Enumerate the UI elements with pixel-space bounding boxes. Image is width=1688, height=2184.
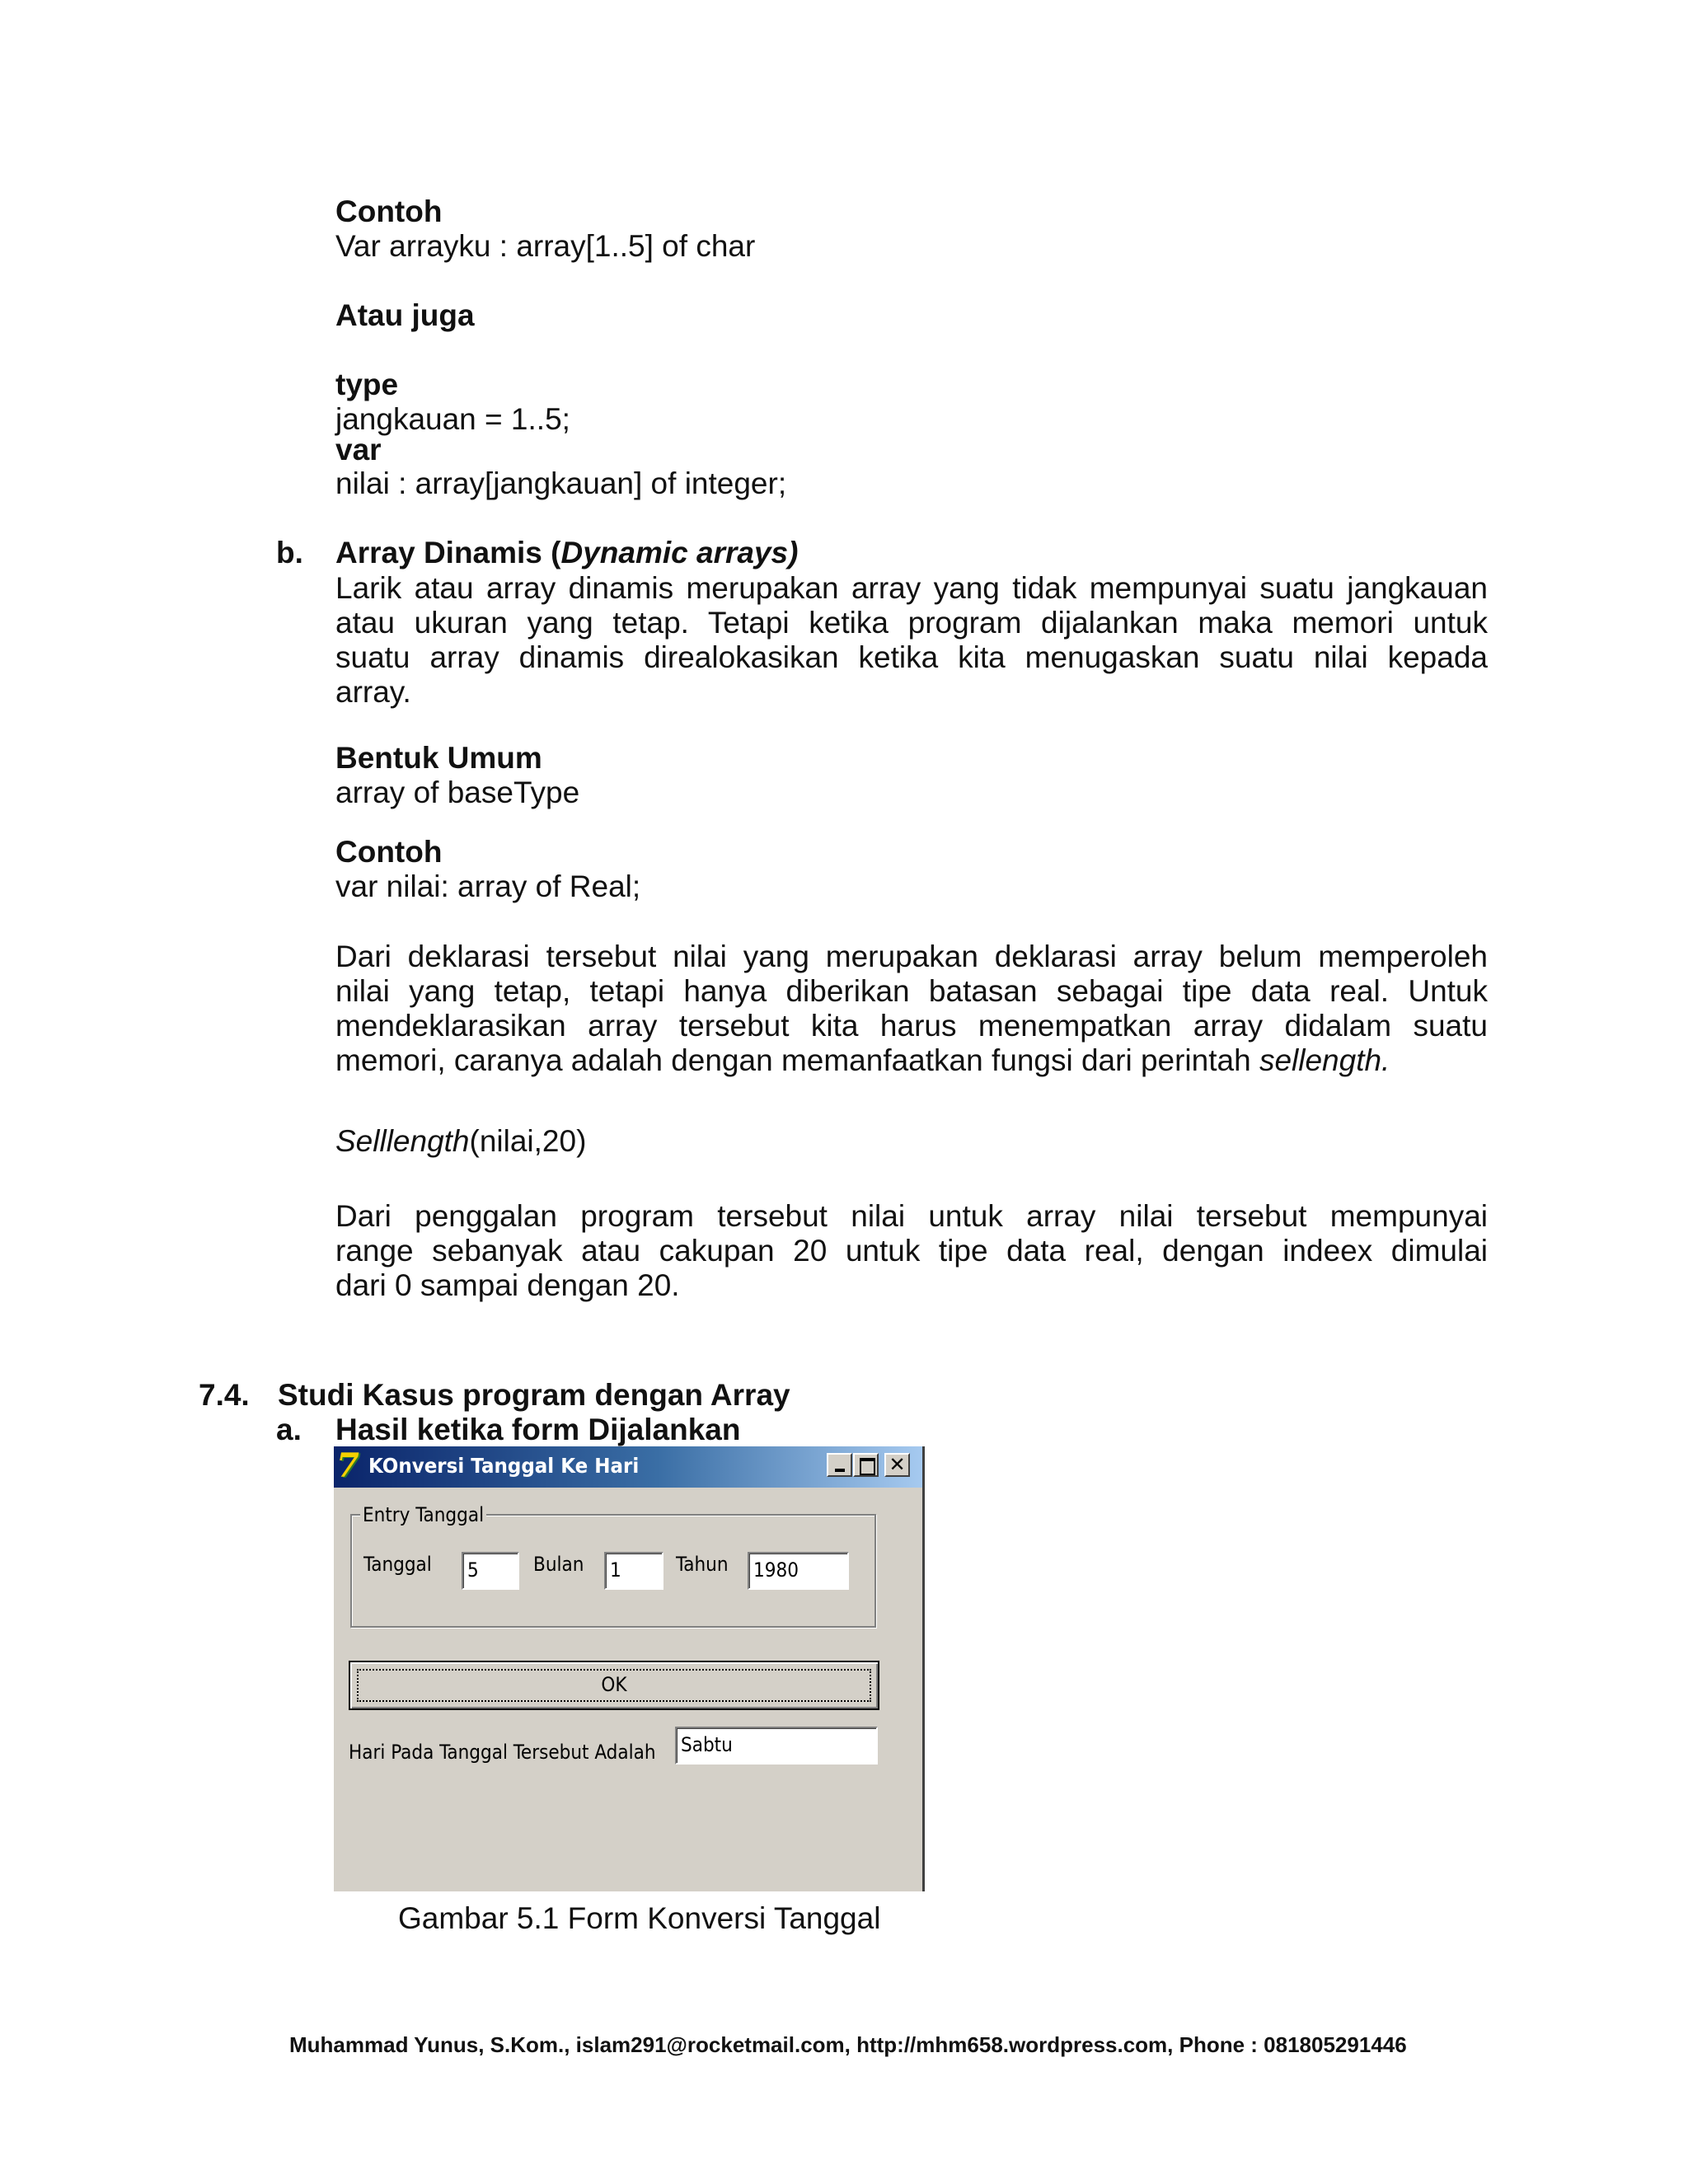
title-bar[interactable] bbox=[334, 1446, 922, 1488]
ok-button[interactable] bbox=[349, 1661, 879, 1710]
selllength-args: (nilai,20) bbox=[469, 1124, 587, 1158]
section-7-4-number: 7.4. bbox=[199, 1378, 250, 1412]
figure-caption: Gambar 5.1 Form Konversi Tanggal bbox=[398, 1901, 881, 1935]
bentuk-umum-line: array of baseType bbox=[335, 776, 580, 809]
selllength-italic: Selllength bbox=[335, 1124, 470, 1158]
contoh-code-line-b: var nilai: array of Real; bbox=[335, 869, 641, 903]
contoh-code-line: Var arrayku : array[1..5] of char bbox=[335, 229, 756, 263]
section-b-paragraph-2 bbox=[335, 940, 1488, 1078]
close-button[interactable] bbox=[884, 1453, 910, 1477]
bulan-label: Bulan bbox=[533, 1553, 584, 1576]
page-footer: Muhammad Yunus, S.Kom., islam291@rocketmail.com, http://mhm658.wordpress.com, Phone : 081805291446 bbox=[289, 2032, 1407, 2057]
minimize-button[interactable] bbox=[827, 1453, 852, 1477]
section-b-marker: b. bbox=[276, 536, 303, 569]
close-icon: ✕ bbox=[889, 1453, 906, 1476]
paragraph-line bbox=[335, 1043, 1488, 1078]
type-keyword: type bbox=[335, 368, 399, 401]
section-b-title-plain: Array Dinamis ( bbox=[335, 536, 561, 569]
paragraph-line: array. bbox=[335, 675, 411, 709]
contoh-heading: Contoh bbox=[335, 194, 443, 228]
section-b-title-italic: Dynamic arrays) bbox=[560, 536, 799, 569]
entry-tanggal-legend: Entry Tanggal bbox=[360, 1502, 486, 1527]
result-label: Hari Pada Tanggal Tersebut Adalah bbox=[349, 1741, 656, 1764]
contoh-heading-b: Contoh bbox=[335, 835, 443, 869]
app-icon[interactable]: 7 bbox=[336, 1446, 359, 1485]
tanggal-input[interactable]: 5 bbox=[462, 1552, 519, 1590]
section-b-title bbox=[335, 536, 798, 570]
bulan-input[interactable]: 1 bbox=[604, 1552, 663, 1590]
tahun-input[interactable]: 1980 bbox=[748, 1552, 849, 1590]
window-title: KOnversi Tanggal Ke Hari bbox=[368, 1454, 640, 1478]
paragraph-last-italic: sellength. bbox=[1259, 1043, 1390, 1077]
nilai-code-line: nilai : array[jangkauan] of integer; bbox=[335, 466, 787, 500]
bentuk-umum-heading: Bentuk Umum bbox=[335, 741, 542, 775]
tanggal-label: Tanggal bbox=[363, 1553, 432, 1576]
selllength-code bbox=[335, 1124, 586, 1159]
jangkauan-code-line: jangkauan = 1..5; bbox=[335, 402, 570, 436]
var-keyword: var bbox=[335, 433, 382, 466]
section-b-paragraph-3 bbox=[335, 1199, 1488, 1303]
section-7-4-title: Studi Kasus program dengan Array bbox=[278, 1378, 790, 1412]
minimize-icon bbox=[835, 1469, 845, 1472]
subsection-a-title: Hasil ketika form Dijalankan bbox=[335, 1413, 741, 1446]
result-output-field[interactable]: Sabtu bbox=[675, 1727, 878, 1765]
subsection-a-marker: a. bbox=[276, 1413, 302, 1446]
paragraph-line: atau ukuran yang tetap. Tetapi ketika program dijalankan maka memori untuk bbox=[335, 606, 1488, 640]
ok-button-label: OK bbox=[601, 1673, 627, 1696]
section-b-paragraph bbox=[335, 571, 1488, 710]
tahun-label: Tahun bbox=[676, 1553, 729, 1576]
paragraph-last-plain: memori, caranya adalah dengan memanfaatkan fungsi dari perintah bbox=[335, 1043, 1259, 1077]
paragraph-line: nilai yang tetap, tetapi hanya diberikan batasan sebagai tipe data real. Untuk bbox=[335, 974, 1488, 1008]
paragraph-line: mendeklarasikan array tersebut kita harus menempatkan array didalam suatu bbox=[335, 1009, 1488, 1043]
maximize-button[interactable] bbox=[853, 1453, 879, 1477]
konversi-dialog-window bbox=[334, 1446, 925, 1891]
paragraph-line: Larik atau array dinamis merupakan array yang tidak mempunyai suatu jangkauan bbox=[335, 571, 1488, 605]
paragraph-line: Dari deklarasi tersebut nilai yang merupakan deklarasi array belum memperoleh bbox=[335, 940, 1488, 973]
paragraph-line: range sebanyak atau cakupan 20 untuk tipe data real, dengan indeex dimulai bbox=[335, 1234, 1488, 1268]
paragraph-line: dari 0 sampai dengan 20. bbox=[335, 1268, 680, 1302]
paragraph-line: Dari penggalan program tersebut nilai untuk array nilai tersebut mempunyai bbox=[335, 1199, 1488, 1233]
atau-juga-heading: Atau juga bbox=[335, 298, 475, 332]
paragraph-line: suatu array dinamis direalokasikan ketika kita menugaskan suatu nilai kepada bbox=[335, 640, 1488, 674]
maximize-icon bbox=[860, 1458, 875, 1475]
